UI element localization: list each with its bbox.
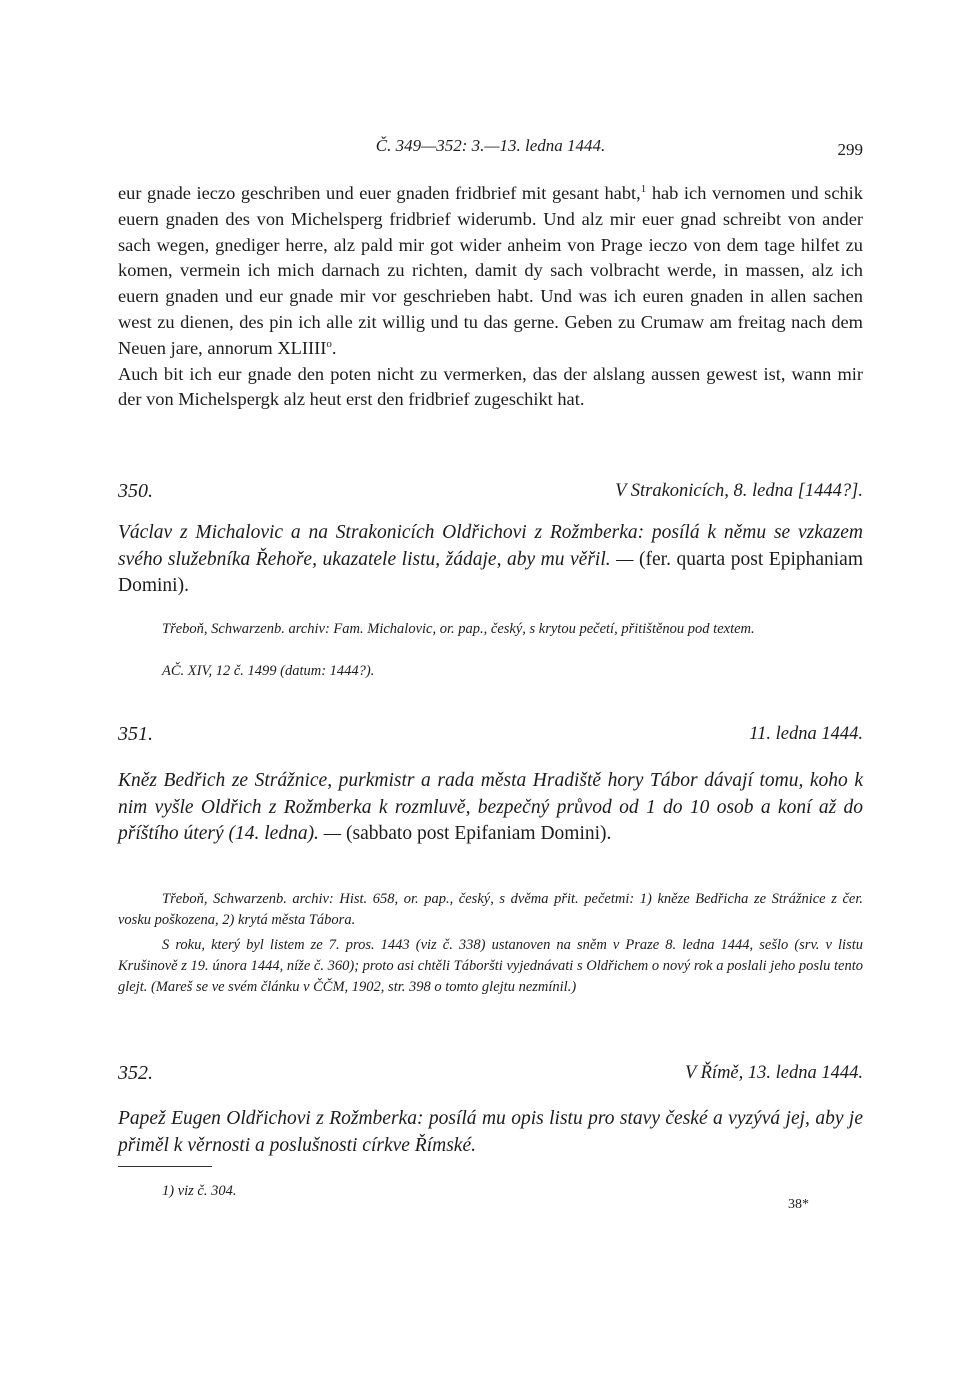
- letter-body: hab ich vernomen und schik euern gnaden des von Michelsperg fridbrief widerumb. Und alz mir euer gnad schreibt von ander sach wegen, gnediger herre, alz pald mir got wider anheim von Prage ieczo von dem tage hilfet zu komen, vermein ich mich darnach zu richten, damit dy sach volbracht werde, in massen, alz ich euern gnaden und eur gnade mir vor geschrieben habt. Und was ich euren gnaden in allen sachen west zu dienen, des pin ich alle zit willig und tu das gerne.: [118, 183, 863, 332]
- entry-number: 350.: [118, 480, 153, 502]
- regest-text: Papež Eugen Oldřichovi z Rožmberka: posílá mu opis listu pro stavy české a vyzývá jej, aby je přiměl k věrnosti a poslušnosti církve Římské.: [118, 1108, 863, 1156]
- footnote-rule: [118, 1166, 212, 1167]
- page-number: 299: [837, 140, 863, 159]
- letter-line-1: eur gnade ieczo geschriben und euer gnaden fridbrief mit gesant habt,: [118, 183, 641, 203]
- letter-dating: Geben zu Crumaw am freitag nach dem Neuen jare, annorum XLIIII: [118, 311, 863, 358]
- entry-place-date: 11. ledna 1444.: [749, 724, 863, 744]
- entry-350-archive-note: Třeboň, Schwarzenb. archiv: Fam. Michalovic, or. pap., český, s krytou pečetí, přitištěnou pod textem.: [162, 621, 755, 637]
- printer-signature: 38*: [788, 1197, 809, 1212]
- footnote-marker: 1: [640, 182, 647, 195]
- entry-352-heading: [118, 1062, 863, 1088]
- entry-350-heading: [118, 480, 863, 506]
- entry-350-edition-note: AČ. XIV, 12 č. 1499 (datum: 1444?).: [162, 663, 375, 679]
- running-title: Č. 349—352: 3.—13. ledna 1444.: [375, 136, 606, 155]
- entry-351-commentary: S roku, který byl listem ze 7. pros. 1443 (viz č. 338) ustanoven na sněm v Praze 8. ledna 1444, sešlo (srv. v listu Krušinově z 19. února 1444, níže č. 360); proto asi chtěli Táboršti vyjednávati s Oldřichem o nový rok a poslali jeho poslu tento glejt. (Mareš se ve svém článku v ČČM, 1902, str. 398 o tomto glejtu nezmínil.): [118, 937, 863, 995]
- year-suffix: o: [326, 337, 332, 350]
- entry-351-regest: [118, 768, 863, 848]
- entry-352-regest: [118, 1106, 863, 1159]
- entry-351-archive-note: Třeboň, Schwarzenb. archiv: Hist. 658, or. pap., český, s dvěma přit. pečetmi: 1) kněze Bedřicha ze Strážnice z čer. vosku poškozena, 2) krytá města Tábora.: [118, 891, 863, 928]
- running-head: [118, 132, 863, 162]
- regest-dating: (sabbato post Epifaniam Domini).: [346, 823, 612, 844]
- letter-postscript: Auch bit ich eur gnade den poten nicht zu vermerken, das der alslang aussen gewest ist, wann mir der von Michelspergk alz heut erst den fridbrief zugeschikt hat.: [118, 363, 863, 410]
- entry-number: 352.: [118, 1062, 153, 1084]
- entry-place-date: V Strakonicích, 8. ledna [1444?].: [615, 481, 863, 501]
- regest-dating: (fer. quarta post Epiphaniam Domini).: [118, 548, 864, 596]
- letter-continuation: eur gnade ieczo geschriben und euer gnaden fridbrief mit gesant habt,$^1$ hab ich vernomen und schik euern gnaden des von Michelsperg fridbrief widerumb. Und alz mir euer gnad schreibt von ander sach wegen, gnediger herre, alz pald mir got wider anheim von Prage ieczo von dem tage hilfet zu komen, vermein ich mich darnach zu richten, damit dy sach volbracht werde, in massen, alz ich euern gnaden und eur gnade mir vor geschrieben habt. Und was ich euren gnaden in allen sachen west zu dienen, des pin ich alle zit willig und tu das gerne. Geben zu Crumaw am freitag nach dem Neuen jare, annorum XLIIII$^o$. Auch bit ich eur gnade den poten nicht zu vermerken, das der alslang aussen gewest ist, wann mir der von Michelspergk alz heut erst den fridbrief zugeschikt hat.: [118, 181, 863, 413]
- footnote: 1) viz č. 304.: [162, 1183, 237, 1199]
- regest-text: Kněz Bedřich ze Strážnice, purkmistr a rada města Hradiště hory Tábor dávají tomu, koho k nim vyšle Oldřich z Rožmberka k rozmluvě, bezpečný průvod od 1 do 10 osob a koní až do příštího úterý (14. ledna). —: [118, 770, 863, 844]
- entry-number: 351.: [118, 723, 153, 745]
- entry-351-heading: [118, 723, 863, 749]
- regest-text: Václav z Michalovic a na Strakonicích Oldřichovi z Rožmberka: posílá k němu se vzkazem svého služebníka Řehoře, ukazatele listu, žádaje, aby mu věřil. —: [118, 522, 863, 570]
- entry-350-regest: [118, 520, 863, 600]
- entry-place-date: V Římě, 13. ledna 1444.: [685, 1063, 863, 1083]
